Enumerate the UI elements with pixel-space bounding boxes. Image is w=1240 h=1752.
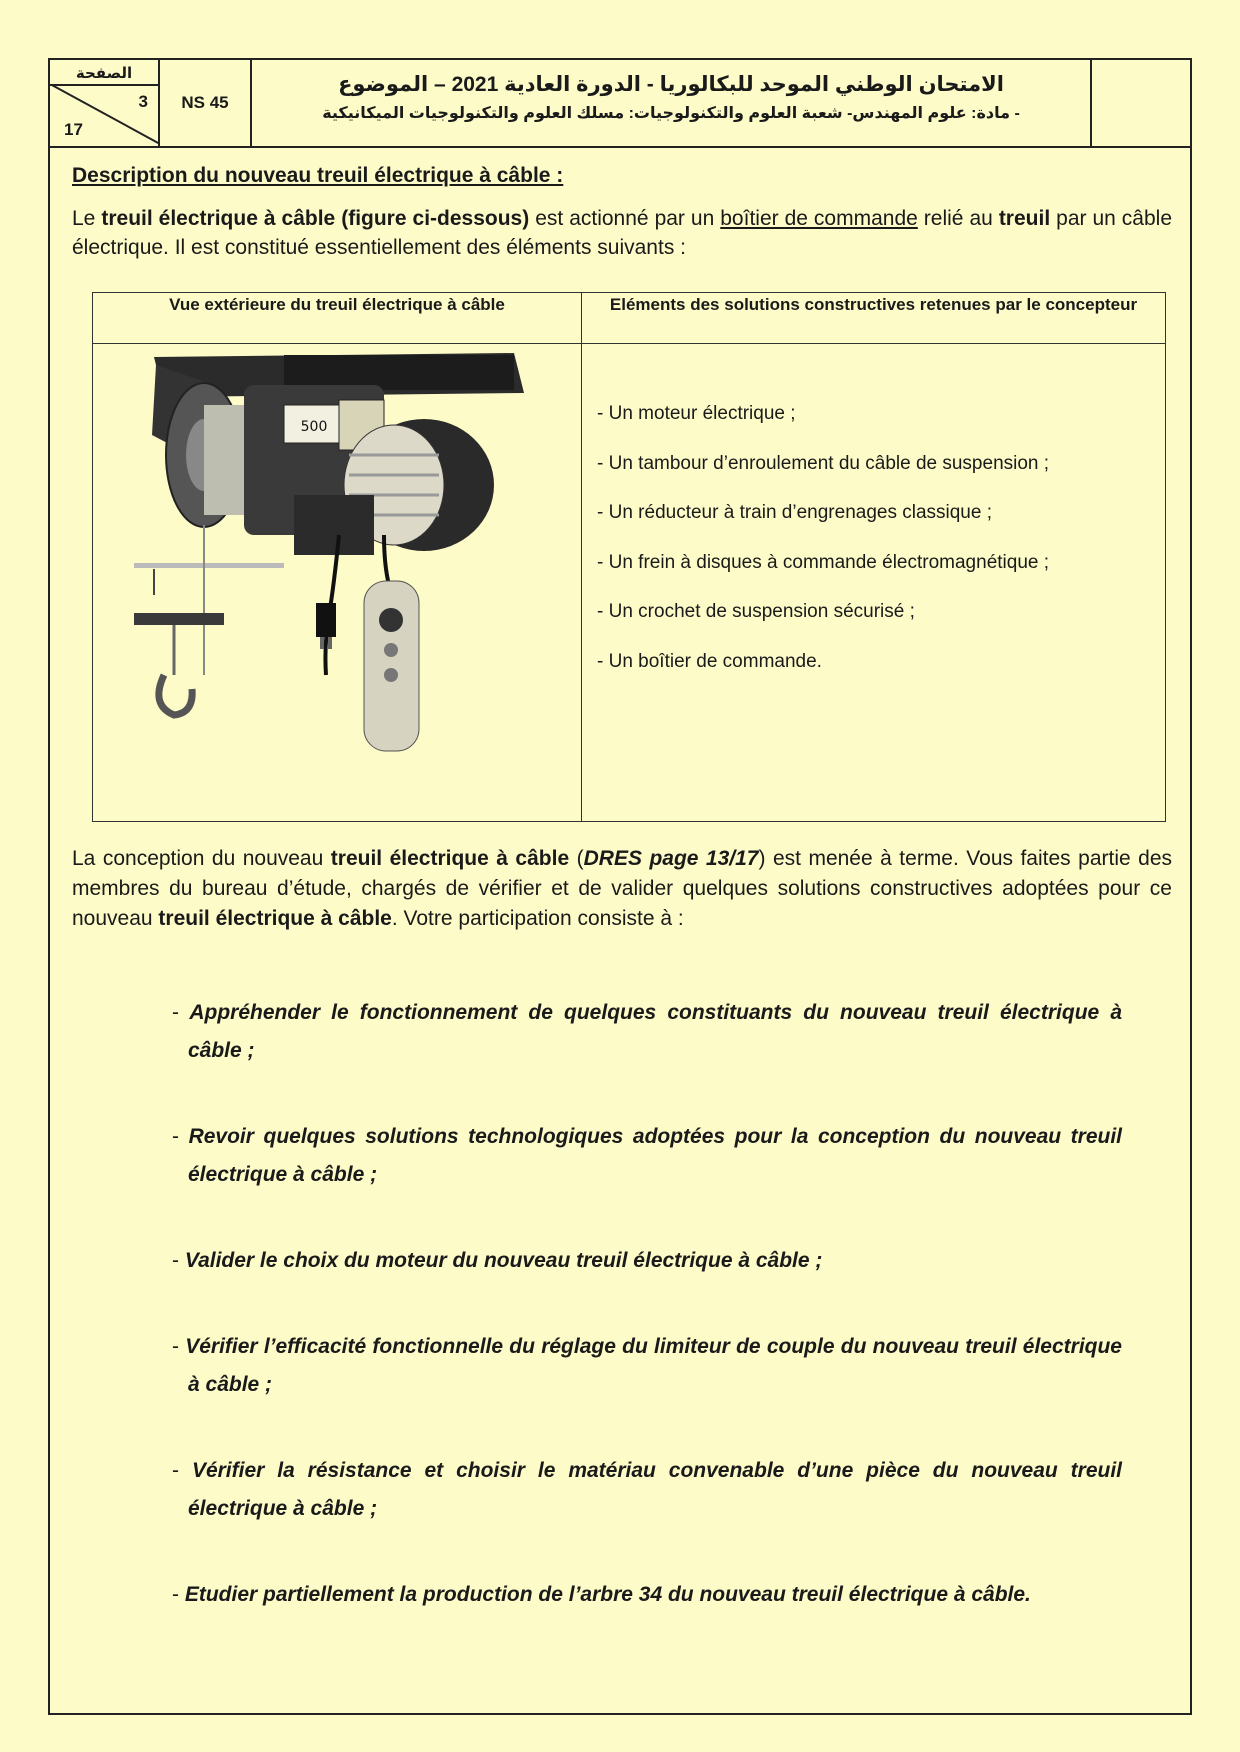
task-item: - Appréhender le fonctionnement de quelques constituants du nouveau treuil électrique à câble ; [172,1001,1122,1062]
page-number: 3 [138,92,148,111]
element-item: - Un moteur électrique ; [597,403,796,424]
figure-plate-text: 500 [300,419,328,435]
task-item: - Revoir quelques solutions technologiques adoptées pour la conception du nouveau treuil électrique à câble ; [172,1125,1122,1186]
element-item: - Un boîtier de commande. [597,650,822,672]
section-heading: Description du nouveau treuil électrique à câble : [72,164,564,187]
dres-reference: DRES page 13/17 [583,847,759,870]
element-item: - Un tambour d’enroulement du câble de suspension ; [597,452,1050,474]
winch-table [92,292,1166,822]
design-paragraph: La conception du nouveau treuil électrique à câble (DRES page 13/17) est menée à terme. Vous faites partie des membres du bureau d’étude, chargés de vérifier et de valider quelques solutions constructives adoptées pour ce nouveau treuil électrique à câble. Votre participation consiste à : [72,847,1173,930]
exam-page [48,58,1192,1715]
header-blank-cell [1092,60,1190,146]
task-list [172,994,1122,1662]
task-item: - Etudier partiellement la production de l’arbre 34 du nouveau treuil électrique à câble. [172,1583,1031,1606]
elements-list [583,345,1164,700]
exam-title-line2: - مادة: علوم المهندس- شعبة العلوم والتكنولوجيات: مسلك العلوم والتكنولوجيات الميكانيكية [322,105,1020,122]
elements-cell [582,344,1166,822]
exam-code: NS 45 [160,60,252,146]
element-item: - Un frein à disques à commande électromagnétique ; [597,551,1050,573]
col-header-elements: Eléments des solutions constructives retenues par le concepteur [582,293,1166,344]
control-box-term: boîtier de commande [720,207,918,230]
total-pages: 17 [64,120,83,139]
winch-figure-cell [93,344,582,822]
task-item: - Valider le choix du moteur du nouveau treuil électrique à câble ; [172,1249,823,1272]
page-counter [50,60,160,146]
element-item: - Un crochet de suspension sécurisé ; [597,601,915,622]
task-item: - Vérifier l’efficacité fonctionnelle du réglage du limiteur de couple du nouveau treuil électrique à câble ; [172,1335,1122,1396]
task-item: - Vérifier la résistance et choisir le matériau convenable d’une pièce du nouveau treuil électrique à câble ; [172,1459,1122,1520]
col-header-view: Vue extérieure du treuil électrique à câble [93,293,582,344]
page-header [50,58,1190,148]
page-label: الصفحة [75,65,133,82]
exam-title-line1: الامتحان الوطني الموحد للبكالوريا - الدورة العادية 2021 – الموضوع [338,73,1004,96]
winch-illustration [94,345,580,815]
intro-paragraph: Le treuil électrique à câble (figure ci-dessous) est actionné par un boîtier de commande relié au treuil par un câble électrique. Il est constitué essentiellement des éléments suivants : [72,207,1173,259]
exam-title [252,60,1092,146]
element-item: - Un réducteur à train d’engrenages classique ; [597,502,993,523]
